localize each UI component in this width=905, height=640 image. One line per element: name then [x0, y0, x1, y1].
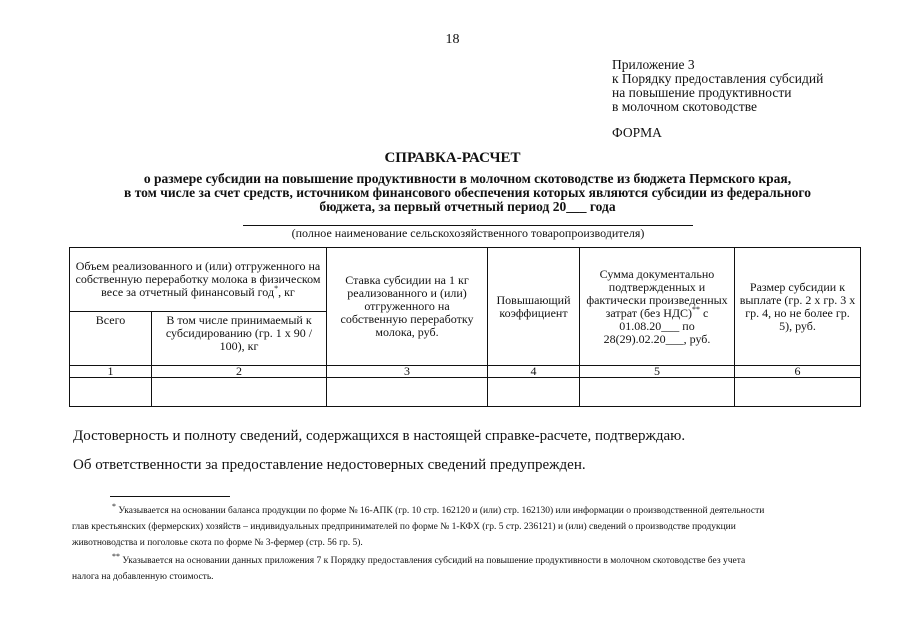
- column-number: 6: [735, 366, 861, 378]
- footnote-line: глав крестьянских (фермерских) хозяйств – индивидуальных предпринимателей по форме № 1-КФХ (гр. 5 стр. 236121) и (или) сведений о производстве продукции: [72, 522, 736, 532]
- header-volume-group: [70, 248, 327, 312]
- subtitle-line: о размере субсидии на повышение продуктивности в молочном скотоводстве из бюджета Пермского края,: [143, 171, 792, 186]
- column-number: 5: [580, 366, 735, 378]
- appendix-line: на повышение продуктивности: [612, 85, 792, 100]
- header-costs: [580, 248, 735, 366]
- footnote-mark: *: [112, 501, 116, 511]
- input-cell-costs[interactable]: [580, 378, 735, 407]
- document-title: СПРАВКА-РАСЧЕТ: [384, 150, 521, 166]
- appendix-line: в молочном скотоводстве: [612, 99, 758, 114]
- input-cell-total[interactable]: [70, 378, 152, 407]
- footnote-divider: [110, 496, 230, 497]
- footnote-line: налога на добавленную стоимость.: [72, 572, 214, 582]
- header-costs-text: Сумма документально подтвержденных и фактически произведенных затрат (без НДС): [586, 266, 728, 320]
- header-costs-period: с 01.08.20___ по 28(29).02.20___, руб.: [603, 305, 711, 346]
- subtitle-line: бюджета, за первый отчетный период 20___ года: [319, 199, 616, 214]
- page-number: 18: [445, 32, 460, 47]
- producer-name-caption: (полное наименование сельскохозяйственного товаропроизводителя): [291, 226, 645, 240]
- column-number: 1: [70, 366, 152, 378]
- form-label: ФОРМА: [612, 125, 662, 140]
- footnote-mark: **: [112, 551, 120, 561]
- header-subsidy-amount: Размер субсидии к выплате (гр. 2 x гр. 3 x гр. 4, но не более гр. 5), руб.: [735, 248, 861, 366]
- column-number: 3: [327, 366, 488, 378]
- document-subtitle: [70, 172, 865, 214]
- statement-confirm: Достоверность и полноту сведений, содержащихся в настоящей справке-расчете, подтверждаю.: [73, 428, 686, 444]
- appendix-line: Приложение 3: [612, 57, 695, 72]
- input-cell-coefficient[interactable]: [488, 378, 580, 407]
- input-cell-accepted[interactable]: [152, 378, 327, 407]
- header-volume-suffix: , кг: [278, 285, 295, 299]
- header-total: Всего: [70, 312, 152, 366]
- footnote-line: животноводства и поголовье скота по форме № 3-фермер (стр. 56 гр. 5).: [72, 538, 363, 548]
- appendix-line: к Порядку предоставления субсидий: [612, 71, 824, 86]
- input-cell-rate[interactable]: [327, 378, 488, 407]
- footnote-line: Указывается на основании баланса продукции по форме № 16-АПК (гр. 10 стр. 162120 и (или) стр. 162130) или информации о производственной деятельности: [118, 506, 765, 516]
- footnote-mark: *: [274, 284, 279, 293]
- appendix-header: [612, 58, 823, 114]
- input-cell-subsidy[interactable]: [735, 378, 861, 407]
- header-coefficient: Повышающий коэффициент: [488, 248, 580, 366]
- header-accepted: В том числе принимаемый к субсидированию (гр. 1 x 90 / 100), кг: [152, 312, 327, 366]
- statement-responsibility: Об ответственности за предоставление недостоверных сведений предупрежден.: [73, 457, 586, 473]
- column-number: 4: [488, 366, 580, 378]
- column-number: 2: [152, 366, 327, 378]
- subtitle-line: в том числе за счет средств, источником финансового обеспечения которых являются субсидии из федерального: [124, 185, 811, 200]
- footnote-1: [72, 503, 860, 551]
- calculation-table: [69, 247, 861, 407]
- header-volume-text: Объем реализованного и (или) отгруженного на собственную переработку молока в физическом весе за отчетный финансовый год: [75, 259, 321, 299]
- footnote-line: Указывается на основании данных приложения 7 к Порядку предоставления субсидий на повышение продуктивности в молочном скотоводстве без учета: [122, 556, 746, 566]
- footnote-mark: **: [692, 304, 701, 314]
- footnote-2: [72, 553, 860, 585]
- header-rate: Ставка субсидии на 1 кг реализованного и (или) отгруженного на собственную переработку молока, руб.: [327, 248, 488, 366]
